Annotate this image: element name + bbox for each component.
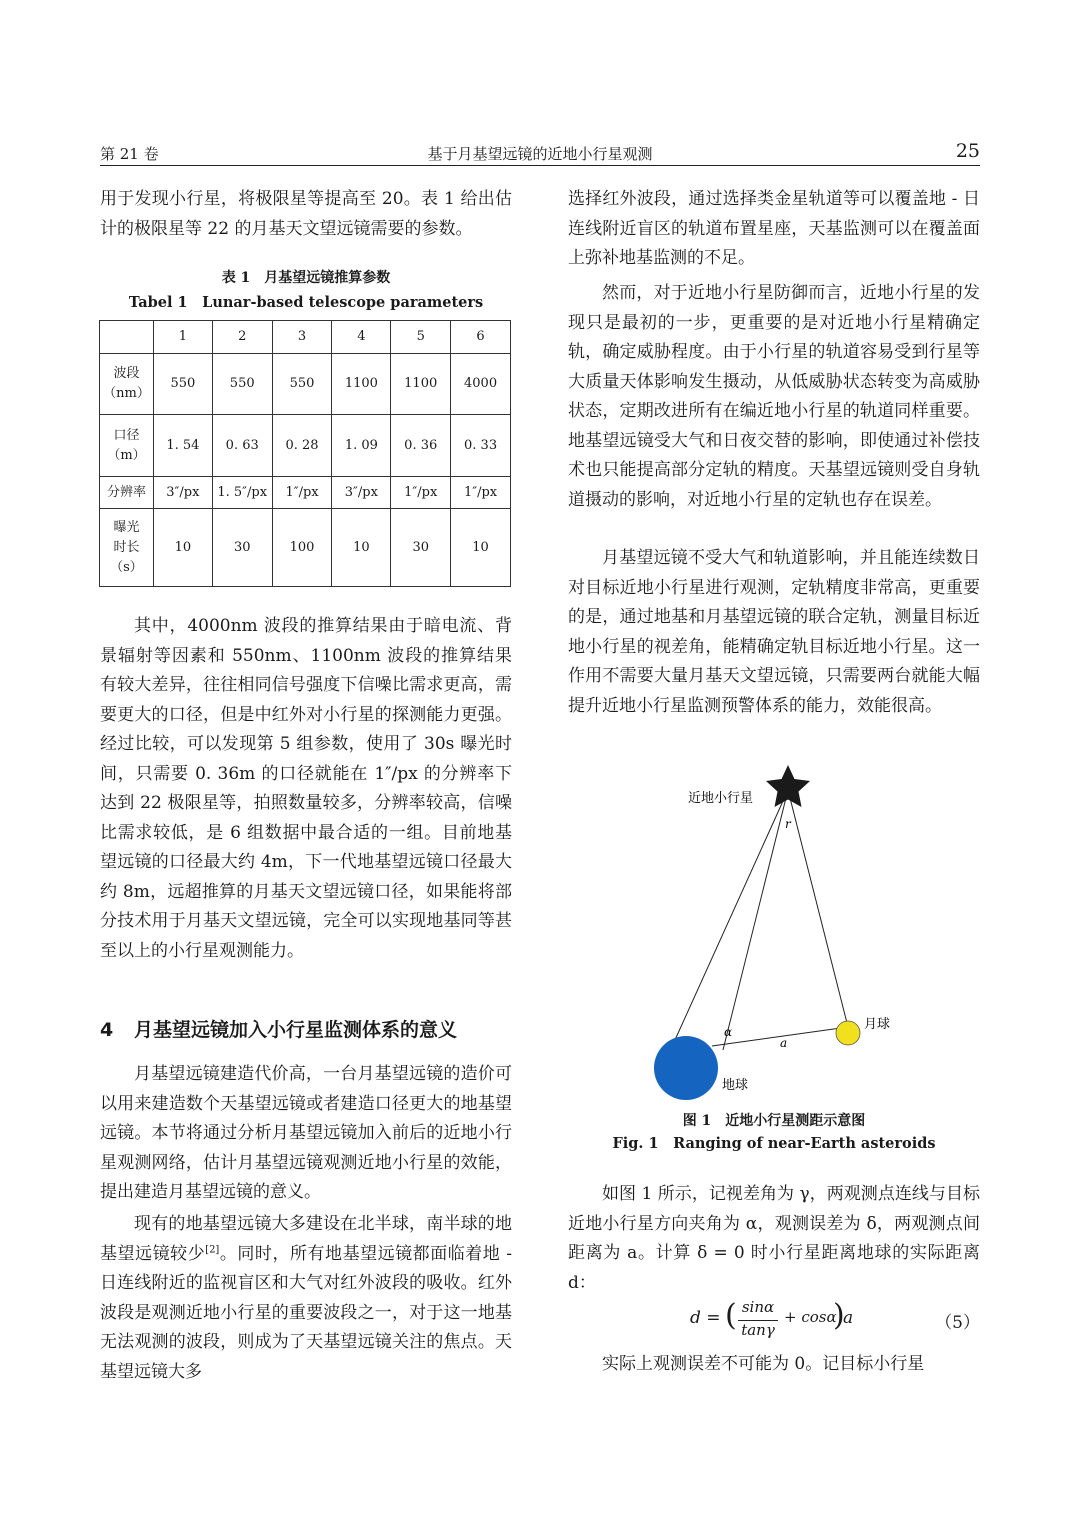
table-column-header: 5: [391, 321, 451, 354]
formula-paren-close: ): [833, 1298, 845, 1333]
table-cell: 1″/px: [451, 477, 511, 509]
earth-circle: [654, 1036, 718, 1100]
table-row: [100, 509, 511, 587]
table-corner-cell: [100, 321, 154, 354]
r-label: r: [785, 817, 791, 831]
observer-asteroid-line: [723, 790, 788, 1050]
left-paragraph-2: 其中，4000nm 波段的推算结果由于暗电流、背景辐射等因素和 550nm、1100nm 波段的推算结果有较大差异，往往相同信号强度下信噪比需求更高，需要更大的口径，但是中红外对小行星的探测能力更强。经过比较，可以发现第 5 组参数，使用了 30s 曝光时间，只需要 0. 36m 的口径就能在 1″/px 的分辨率下达到 22 极限星等，拍照数量较多，分辨率较高，信噪比需求较低，是 6 组数据中最合适的一组。目前地基望远镜的口径最大约 4m，下一代地基望远镜口径最大约 8m，远超推算的月基天文望远镜口径，如果能将部分技术用于月基天文望远镜，完全可以实现地基同等甚至以上的小行星观测能力。: [100, 616, 512, 961]
table-cell: 550: [272, 354, 332, 415]
table-caption-en: Tabel 1 Lunar-based telescope parameters: [128, 294, 484, 311]
running-header: [100, 140, 980, 165]
formula-lhs: d =: [690, 1308, 721, 1328]
table-cell: 1100: [391, 354, 451, 415]
table-cell: 1. 5″/px: [212, 477, 272, 509]
asteroid-star-icon: [766, 765, 810, 807]
row-label-resolution: 分辨率: [100, 477, 154, 509]
figure-ranging-diagram: [640, 760, 900, 1100]
table-header-row: [100, 321, 511, 354]
page-number: 25: [955, 140, 980, 162]
table-cell: 100: [272, 509, 332, 587]
left-paragraph-1: 用于发现小行星，将极限星等提高至 20。表 1 给出估计的极限星等 22 的月基天文望远镜需要的参数。: [100, 189, 512, 239]
moon-label: 月球: [864, 1017, 891, 1032]
table-cell: 3″/px: [332, 477, 391, 509]
asteroid-label: 近地小行星: [688, 791, 754, 806]
table-cell: 10: [332, 509, 391, 587]
table-cell: 3″/px: [153, 477, 212, 509]
volume-label: 第 21 卷: [100, 145, 159, 163]
earth-label: 地球: [722, 1078, 749, 1093]
citation-ref: [2]: [205, 1243, 220, 1255]
right-paragraph-4: 如图 1 所示，记视差角为 γ，两观测点连线与目标近地小行星方向夹角为 α，观测误差为 δ，两观测点间距离为 a。计算 δ = 0 时小行星距离地球的实际距离 d：: [568, 1184, 980, 1293]
figure-caption-en: Fig. 1 Ranging of near-Earth asteroids: [612, 1135, 936, 1152]
section-number: 4: [100, 1019, 114, 1041]
table-cell: 1″/px: [272, 477, 332, 509]
table-cell: 10: [451, 509, 511, 587]
row-label-band: 波段 （nm）: [100, 354, 154, 415]
right-paragraph-3: 月基望远镜不受大气和轨道影响，并且能连续数日对目标近地小行星进行观测，定轨精度非常高，更重要的是，通过地基和月基望远镜的联合定轨，测量目标近地小行星的视差角，能精确定轨目标近地小行星。这一作用不需要大量月基天文望远镜，只需要两台就能大幅提升近地小行星监测预警体系的能力，效能很高。: [568, 548, 980, 716]
left-paragraph-3: 月基望远镜建造代价高，一台月基望远镜的造价可以用来建造数个天基望远镜或者建造口径更大的地基望远镜。本节将通过分析月基望远镜加入前后的近地小行星观测网络，估计月基望远镜观测近地小行星的效能，提出建造月基望远镜的意义。: [100, 1064, 512, 1202]
figure-caption-cn: 图 1 近地小行星测距示意图: [682, 1113, 866, 1129]
section-heading: [100, 1015, 512, 1042]
parameters-table: [99, 320, 511, 587]
right-paragraph-1: 选择红外波段，通过选择类金星轨道等可以覆盖地 - 日连线附近盲区的轨道布置星座，天基监测可以在覆盖面上弥补地基监测的不足。: [568, 189, 980, 268]
table-row: [100, 477, 511, 509]
equation-number: （5）: [935, 1313, 980, 1333]
formula-tail: a: [843, 1308, 854, 1328]
running-title: 基于月基望远镜的近地小行星观测: [427, 145, 653, 163]
table-cell: 0. 36: [391, 415, 451, 477]
table-cell: 1″/px: [391, 477, 451, 509]
row-label-aperture: 口径 （m）: [100, 415, 154, 477]
moon-circle: [836, 1021, 860, 1045]
earth-asteroid-line: [670, 790, 788, 1051]
table-column-header: 1: [153, 321, 212, 354]
table-column-header: 6: [451, 321, 511, 354]
table-caption-cn: 表 1 月基望远镜推算参数: [221, 270, 391, 286]
table-cell: 0. 33: [451, 415, 511, 477]
table-cell: 0. 63: [212, 415, 272, 477]
table-row: [100, 354, 511, 415]
table-cell: 10: [153, 509, 212, 587]
formula-numerator: sinα: [741, 1298, 775, 1316]
a-label: a: [780, 1036, 788, 1050]
right-paragraph-2: 然而，对于近地小行星防御而言，近地小行星的发现只是最初的一步，更重要的是对近地小行星精确定轨，确定威胁程度。由于小行星的轨道容易受到行星等大质量天体影响发生摄动，从低威胁状态转变为高威胁状态，定期改进所有在编近地小行星的轨道同样重要。地基望远镜受大气和日夜交替的影响，即使通过补偿技术也只能提高部分定轨的精度。天基望远镜则受自身轨道摄动的影响，对近地小行星的定轨也存在误差。: [568, 283, 980, 510]
header-rule: [100, 165, 980, 166]
right-paragraph-5: 实际上观测误差不可能为 0。记目标小行星: [602, 1354, 925, 1374]
table-column-header: 4: [332, 321, 391, 354]
table-cell: 30: [212, 509, 272, 587]
formula-paren-open: (: [725, 1298, 737, 1333]
table-cell: 550: [153, 354, 212, 415]
table-cell: 0. 28: [272, 415, 332, 477]
table-cell: 1100: [332, 354, 391, 415]
left-paragraph-4: 现有的地基望远镜大多建设在北半球，南半球的地基望远镜较少[2]。同时，所有地基望远镜都面临着地 - 日连线附近的监视盲区和大气对红外波段的吸收。红外波段是观测近地小行星的重要波段之一，对于这一地基无法观测的波段，则成为了天基望远镜关注的焦点。天基望远镜大多: [100, 1214, 512, 1382]
table-column-header: 2: [212, 321, 272, 354]
table-cell: 30: [391, 509, 451, 587]
table-cell: 1. 09: [332, 415, 391, 477]
table-cell: 550: [212, 354, 272, 415]
alpha-label: α: [724, 1025, 733, 1039]
formula-rest: + cosα: [784, 1308, 837, 1326]
table-cell: 1. 54: [153, 415, 212, 477]
equation-5: [690, 1300, 980, 1344]
row-label-exposure: 曝光 时长 （s）: [100, 509, 154, 587]
table-column-header: 3: [272, 321, 332, 354]
moon-asteroid-line: [788, 790, 848, 1027]
formula-denominator: tanγ: [741, 1321, 775, 1339]
table-cell: 4000: [451, 354, 511, 415]
section-title: 月基望远镜加入小行星监测体系的意义: [134, 1019, 458, 1041]
table-row: [100, 415, 511, 477]
